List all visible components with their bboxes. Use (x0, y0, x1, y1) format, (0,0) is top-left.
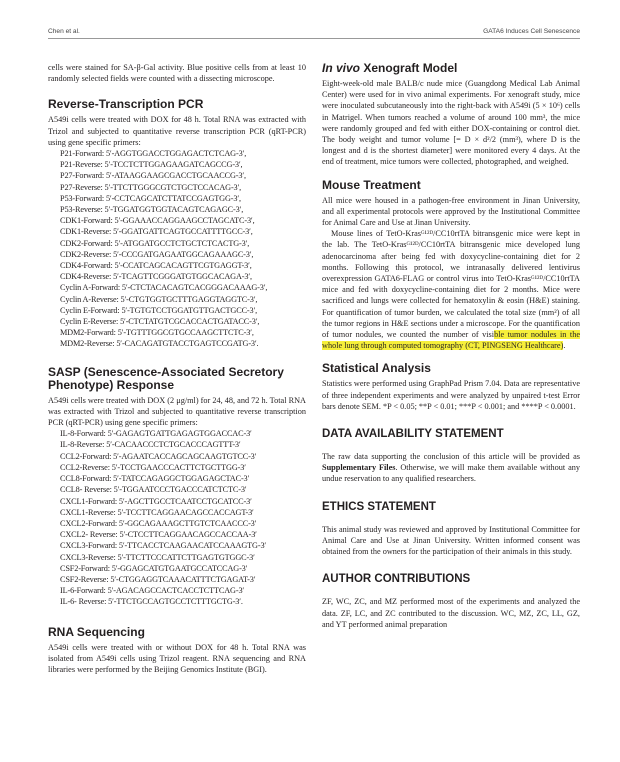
primer-item: CCL8- Reverse: 5′-TGGAATCCCTGACCCATCTCTC-3′ (60, 485, 247, 495)
primer-item: P21-Forward: 5′-AGGTGGACCTGGAGACTCTCAG-3′, (60, 149, 247, 159)
rna-seq-heading: RNA Sequencing (48, 624, 145, 639)
primer-item: MDM2-Reverse: 5′-CACAGATGTACCTGAGTCCGATG-3′. (60, 339, 259, 349)
supplementary-files-link[interactable]: Supplementary Files (322, 463, 396, 473)
primer-item: CCL8-Forward: 5′-TATCCAGAGGCTGGAGAGCTAC-3′ (60, 474, 250, 484)
primer-item: CDK4-Reverse: 5′-TCAGTTCGGGATGTGGCACAGA-3′, (60, 272, 252, 282)
primer-item: P21-Reverse: 5′-TCCTCTTGGAGAAGATCAGCCG-3′, (60, 160, 243, 170)
primer-item: Cyclin A-Reverse: 5′-CTGTGGTGCTTTGAGGTAGGTC-3′, (60, 294, 258, 304)
highlighted-text: ble tumor nodules in the whole lung through computed tomography (CT, PINGSENG Healthcare) (322, 330, 580, 351)
sa-gal-paragraph: cells were stained for SA-β-Gal activity. Blue positive cells from at least 10 randomly selected fields were counted with a dissecting microscope. (48, 63, 306, 84)
primer-item: MDM2-Forward: 5′-TGTTTGGCGTGCCAAGCTTCTC-3′, (60, 328, 254, 338)
primer-item: CDK1-Reverse: 5′-GGATGATTCAGTGCCATTTTGCC-3′, (60, 227, 253, 237)
data-availability-heading: DATA AVAILABILITY STATEMENT (322, 428, 504, 441)
mouse-lines-text: Mouse lines of TetO-Krasᴳ¹²ᴰ/CC10rtTA bitransgenic mice were kept in the lab. The TetO-Krasᴳ¹²ᴰ/CC10rtTA bitransgenic mice developed lung adenocarcinoma after being fed with doxycycline-containing diet for 2 months. Following this protocol, we intranasally delivered lentivirus overexpression GATA6-FLAG or control virus into TetO-Krasᴳ¹²ᴰ/CC10rtTA mice and fed with doxycycline-containing diet for 2 months. Mice were sacrificed and lungs were collected for hematoxylin & eosin (H&E) staining. For quantification of tumor burden, we calculated the total size (mm²) of all the tumor regions in H&E sections under a microscope. For the quantification of tumor nodules, we counted the number of visi (322, 229, 580, 340)
right-column (322, 62, 580, 630)
statistics-heading: Statistical Analysis (322, 361, 431, 376)
primer-item: CCL2-Reverse: 5′-TCCTGAACCCACTTCTGCTTGG-3′ (60, 462, 246, 472)
primer-item: CXCL3-Forward: 5′-TTCACCTCAAGAACATCCAAAGTG-3′ (60, 541, 267, 551)
primer-item: CDK2-Reverse: 5′-CCCGATGAGAATGGCAGAAAGC-3′, (60, 249, 254, 259)
primer-item: P53-Forward: 5′-CCTCAGCATCTTATCCGAGTGG-3′, (60, 193, 241, 203)
mouse-lines-end: . (563, 341, 566, 351)
sasp-primer-list (48, 428, 306, 607)
primer-item: Cyclin E-Forward: 5′-TGTGTCCTGGATGTTGACTGCC-3′, (60, 305, 258, 315)
xenograft-heading (322, 62, 580, 75)
primer-item: IL-8-Forward: 5′-GAGAGTGATTGAGAGTGGACCAC-3′ (60, 429, 252, 439)
primer-item: CXCL3-Reverse: 5′-TTCTTCCCATTCTTGAGTGTGGC-3′ (60, 552, 255, 562)
data-availability-text: The raw data supporting the conclusion of this article will be provided as (322, 452, 580, 462)
mouse-treatment-heading: Mouse Treatment (322, 177, 421, 192)
primer-item: Cyclin A-Forward: 5′-CTCTACACAGTCACGGGACAAAG-3′, (60, 283, 268, 293)
sasp-paragraph: A549i cells were treated with DOX (2 μg/ml) for 24, 48, and 72 h. Total RNA was extracted with Trizol and subjected to quantitative reverse transcription PCR (qRT-PCR) using gene specific primers: (48, 395, 306, 428)
primer-item: P53-Reverse: 5′-TGGATGGTGGTACAGTCAGAGC-3′, (60, 205, 244, 215)
xenograft-heading-italic: In vivo (322, 61, 361, 75)
data-availability-paragraph (322, 451, 580, 485)
primer-item: Cyclin E-Reverse: 5′-CTCTATGTCGCACCACTGATACC-3′, (60, 317, 260, 327)
left-column (48, 62, 306, 675)
primer-item: CSF2-Reverse: 5′-CTGGAGGTCAAACATTTCTGAGAT-3′ (60, 574, 256, 584)
primer-item: CDK4-Forward: 5′-CCATCAGCACAGTTCGTGAGGT-3′, (60, 261, 252, 271)
primer-item: P27-Forward: 5′-ATAAGGAAGCGACCTGCAACCG-3′, (60, 171, 246, 181)
mouse-housing-paragraph: All mice were housed in a pathogen-free environment in Jinan University, and all experimental protocols were approved by the Institutional Committee for Animal Care and Use at Jinan University. (322, 195, 580, 228)
rna-seq-paragraph: A549i cells were treated with or without DOX for 48 h. Total RNA was isolated from A549i cells using Trizol reagent. RNA sequencing and RNA libraries were performed by the Beijing Genomics Institute (BGI). (48, 642, 306, 674)
rt-pcr-paragraph: A549i cells were treated with DOX for 48 h. Total RNA was extracted with Trizol and subjected to quantitative reverse transcription PCR (qRT-PCR) using gene specific primers: (48, 115, 306, 147)
statistics-paragraph: Statistics were performed using GraphPad Prism 7.04. Data are representative of three independent experiments and were analyzed by unpaired t-test Error bars denote SEM. *P < 0.05; **P < 0.01; ***P < 0.001; and ****P < 0.0001. (322, 379, 580, 411)
primer-item: P27-Reverse: 5′-TTCTTGGGCGTCTGCTCCACAG-3′, (60, 182, 242, 192)
header-rule (48, 38, 580, 39)
primer-item: IL-6-Forward: 5′-AGACAGCCACTCACCTCTTCAG-3′ (60, 586, 245, 596)
rt-pcr-heading: Reverse-Transcription PCR (48, 97, 204, 112)
ethics-paragraph: This animal study was reviewed and approved by Institutional Committee for Animal Care and Use at Jinan University. Written informed consent was obtained from the owners for the participation of their animals in this study. (322, 524, 580, 557)
primer-item: CXCL1-Forward: 5′-AGCTTGCCTCAATCCTGCATCC-3′ (60, 496, 252, 506)
data-availability-text-end: . Otherwise, we will make them available without any undue reservation to any qualified researchers. (322, 463, 580, 484)
sasp-heading: SASP (Senescence-Associated Secretory Phenotype) Response (48, 364, 284, 392)
xenograft-paragraph: Eight-week-old male BALB/c nude mice (Guangdong Medical Lab Animal Center) were used for in vivo animal experiments. For xenograft study, mice were inoculated subcutaneously into the right-back with A549i (5 × 10⁶) cells in Matrigel. When tumors reached a volume of around 100 mm³, the mice were randomly grouped and fed with either DOX-containing or control diet. The body weight and tumor volume [= D × d²/2 (mm³), where D is the longest and d is the shortest diameter] were monitored every 4 days. At the end of treatment, mice tumors were collected, photographed, and weighed. (322, 79, 580, 167)
primer-item: CSF2-Forward: 5′-GGAGCATGTGAATGCCATCCAG-3′ (60, 563, 248, 573)
primer-item: IL-6- Reverse: 5′-TTCTGCCAGTGCCTCTTTGCTG-3′. (60, 597, 243, 607)
primer-item: CDK2-Forward: 5′-ATGGATGCCTCTGCTCTCACTG-3′, (60, 238, 250, 248)
primer-item: CXCL1-Reverse: 5′-TCCTTCAGGAACAGCCACCAGT-3′ (60, 507, 254, 517)
ethics-heading: ETHICS STATEMENT (322, 500, 436, 513)
rt-pcr-primer-list (48, 148, 306, 350)
primer-item: IL-8-Reverse: 5′-CACAACCCTCTGCACCCAGTTT-3′ (60, 440, 241, 450)
running-header (48, 28, 580, 35)
primer-item: CXCL2-Forward: 5′-GGCAGAAAGCTTGTCTCAACCC-3′ (60, 518, 257, 528)
primer-item: CXCL2- Reverse: 5′-CTCCTTCAGGAACAGCCACCAA-3′ (60, 530, 257, 540)
header-title: GATA6 Induces Cell Senescence (483, 28, 580, 35)
primer-item: CDK1-Forward: 5′-GGAAACCAGGAAGCCTAGCATC-3′, (60, 216, 255, 226)
mouse-lines-paragraph (322, 228, 580, 351)
author-contributions-paragraph: ZF, WC, ZC, and MZ performed most of the experiments and analyzed the data. ZF, LC, and ZC contributed to the discussion. WC, MZ, ZC, LL, GZ, and YT performed animal preparation (322, 597, 580, 629)
author-contributions-heading: AUTHOR CONTRIBUTIONS (322, 573, 471, 586)
xenograft-heading-rest: Xenograft Model (360, 61, 458, 75)
primer-item: CCL2-Forward: 5′-AGAATCACCAGCAGCAAGTGTCC-3′ (60, 451, 257, 461)
header-authors: Chen et al. (48, 28, 80, 35)
